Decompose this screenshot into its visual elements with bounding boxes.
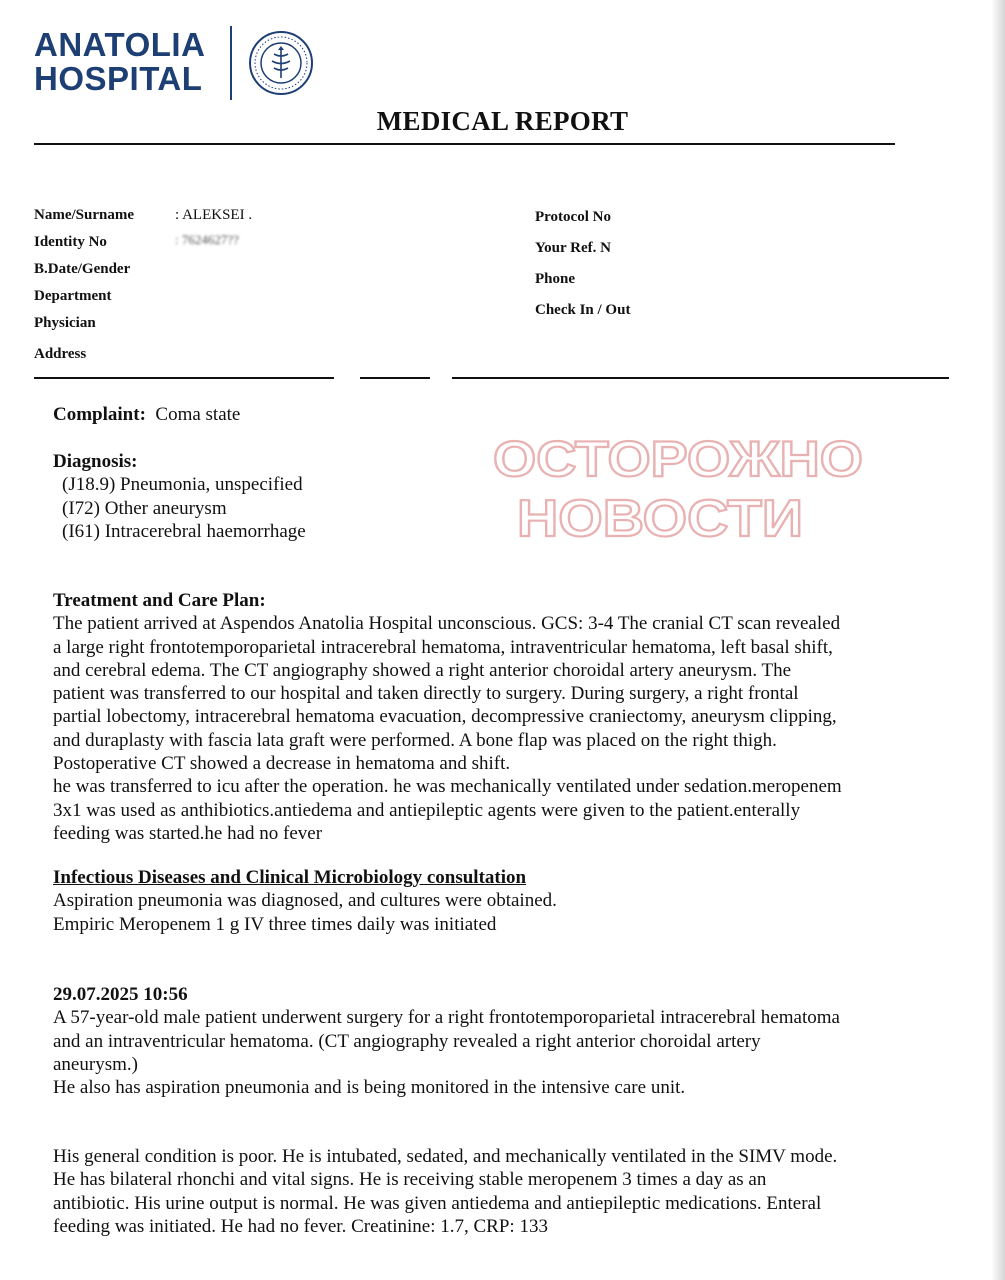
treatment-line: patient was transferred to our hospital and taken directly to surgery. During surgery, a right frontal [53, 683, 799, 705]
complaint-section [53, 403, 240, 426]
complaint-label: Complaint: [53, 404, 146, 425]
entry-line: He also has aspiration pneumonia and is being monitored in the intensive care unit. [53, 1077, 686, 1099]
consultation-section [53, 866, 557, 936]
complaint-value: Coma state [155, 404, 241, 425]
report-title: MEDICAL REPORT [376, 106, 629, 136]
ministry-seal-icon [248, 30, 314, 96]
page-edge-shadow [991, 0, 1005, 1280]
condition-line: His general condition is poor. He is intubated, sedated, and mechanically ventilated in the SIMV mode. [53, 1146, 838, 1167]
condition-section [53, 1145, 837, 1238]
condition-line: He has bilateral rhonchi and vital signs. He is receiving stable meropenem 3 times a day as an [53, 1169, 767, 1191]
treatment-label: Treatment and Care Plan: [53, 590, 266, 611]
diagnosis-item: (I72) Other aneurysm [62, 497, 227, 519]
logo-line-1: ANATOLIA [34, 26, 206, 63]
info-rule-right [452, 377, 949, 379]
title-rule [34, 143, 895, 145]
treatment-line: feeding was started.he had no fever [53, 822, 323, 844]
entry-line: aneurysm.) [53, 1053, 138, 1075]
treatment-line: 3x1 was used as anthibiotics.antiedema and antiepileptic agents were given to the patient.enterally [53, 799, 801, 821]
logo-line-2: HOSPITAL [34, 60, 203, 97]
department-label: Department [34, 288, 112, 304]
consultation-line: Empiric Meropenem 1 g IV three times daily was initiated [53, 913, 497, 935]
treatment-section [53, 589, 842, 845]
entry-line: A 57-year-old male patient underwent surgery for a right frontotemporoparietal intracerebral hematoma [53, 1007, 840, 1029]
watermark-line-1: ОСТОРОЖНО [493, 431, 863, 487]
physician-label: Physician [34, 315, 96, 331]
hospital-logo [34, 28, 205, 96]
treatment-line: Postoperative CT showed a decrease in hematoma and shift. [53, 753, 511, 775]
treatment-line: and cerebral edema. The CT angiography showed a right anterior choroidal artery aneurysm. The [53, 659, 792, 681]
treatment-line: partial lobectomy, intracerebral hematoma evacuation, decompressive craniectomy, aneurysm clipping, [53, 706, 837, 728]
info-rule-left [34, 377, 334, 379]
treatment-line: a large right frontotemporoparietal intracerebral hematoma, intraventricular hematoma, left basal shift, [53, 636, 833, 658]
logo-divider [230, 26, 232, 100]
name-value: : ALEKSEI . [175, 207, 253, 223]
consultation-label: Infectious Diseases and Clinical Microbiology consultation [53, 867, 527, 888]
address-label: Address [34, 346, 87, 362]
treatment-line: he was transferred to icu after the operation. he was mechanically ventilated under sedation.meropenem [53, 776, 842, 798]
identity-label: Identity No [34, 234, 107, 250]
condition-line: antibiotic. His urine output is normal. He was given antiedema and antiepileptic medications. Enteral [53, 1192, 822, 1214]
diagnosis-section [53, 450, 306, 543]
birthdate-gender-label: B.Date/Gender [34, 261, 131, 277]
diagnosis-item: (J18.9) Pneumonia, unspecified [62, 474, 303, 496]
check-in-out-label: Check In / Out [535, 302, 631, 318]
watermark-stamp [488, 428, 868, 544]
watermark-line-2: НОВОСТИ [517, 490, 803, 544]
treatment-line: and duraplasty with fascia lata graft were performed. A bone flap was placed on the right thigh. [53, 729, 777, 751]
condition-line: feeding was initiated. He had no fever. Creatinine: 1.7, CRP: 133 [53, 1215, 548, 1237]
diagnosis-item: (I61) Intracerebral haemorrhage [62, 520, 306, 542]
info-rule-mid [360, 377, 430, 379]
phone-label: Phone [535, 271, 576, 287]
protocol-label: Protocol No [535, 209, 611, 225]
name-label: Name/Surname [34, 207, 134, 223]
treatment-line: The patient arrived at Aspendos Anatolia Hospital unconscious. GCS: 3-4 The cranial CT scan revealed [53, 613, 841, 635]
consultation-line: Aspiration pneumonia was diagnosed, and cultures were obtained. [53, 890, 557, 912]
entry-timestamp: 29.07.2025 10:56 [53, 984, 188, 1005]
entry-line: and an intraventricular hematoma. (CT angiography revealed a right anterior choroidal artery [53, 1030, 761, 1052]
progress-entry [53, 983, 840, 1099]
diagnosis-label: Diagnosis: [53, 451, 138, 472]
ref-label: Your Ref. N [535, 240, 611, 256]
identity-value-obscured: : 7624627?? [175, 232, 239, 247]
